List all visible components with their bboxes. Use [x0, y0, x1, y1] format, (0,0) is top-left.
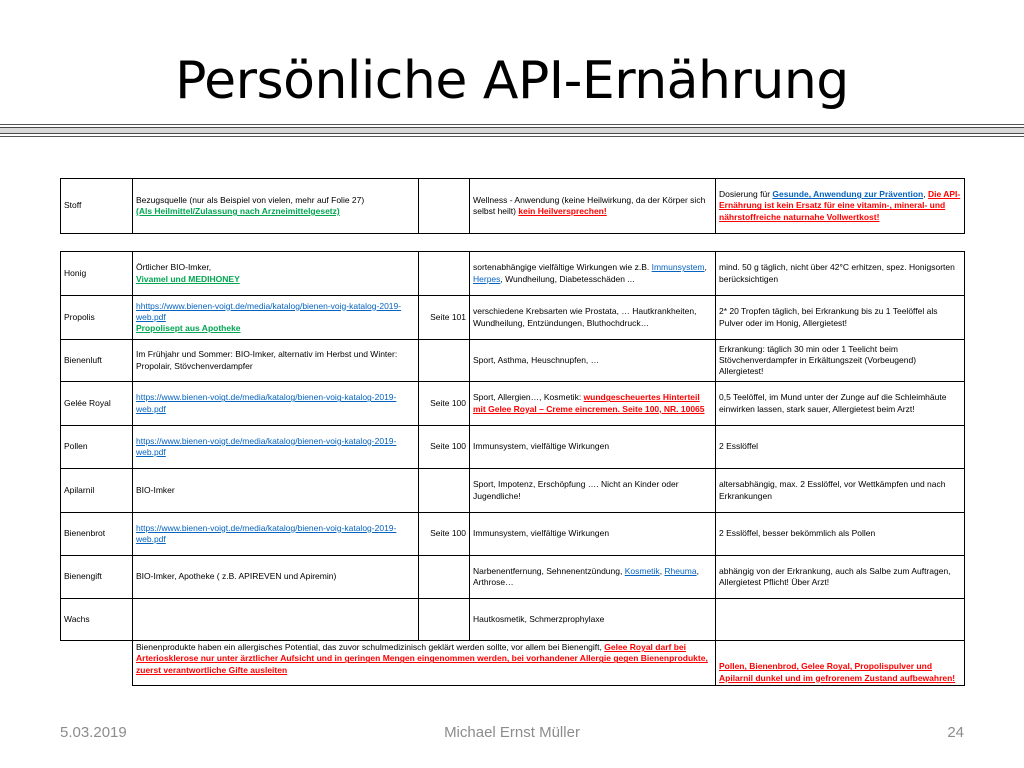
header-dos-text: Dosierung für	[719, 189, 773, 200]
row-bienenluft-dose: Erkrankung: täglich 30 min oder 1 Teelicht beim Stövchenverdampfer in Erkältungszeit (Vorbeugend) Allergietest!	[716, 340, 965, 382]
row-honig-w-sep: ,	[704, 262, 707, 273]
footer-author: Michael Ernst Müller	[444, 724, 580, 741]
row-honig-source-link[interactable]: Vivamel und MEDIHONEY	[136, 273, 240, 284]
table-row	[61, 599, 965, 641]
row-bienengift-w-sep: ,	[659, 565, 665, 576]
row-gelee-wellness	[470, 382, 716, 426]
header-wellness-text: Wellness - Anwendung (keine Heilwirkung, da der Körper sich selbst heilt)	[473, 194, 706, 216]
table-row	[61, 426, 965, 469]
row-gelee-dose: 0,5 Teelöffel, im Mund unter der Zunge auf die Schleimhäute einwirken lassen, stark sauer, Allergietest beim Arzt!	[716, 382, 965, 426]
title-divider-bottom	[0, 136, 1024, 137]
footnote-storage-warning: Pollen, Bienenbrod, Gelee Royal, Propolispulver und Apilarnil dunkel und im gefrorenem Zustand aufbewahren!	[719, 661, 956, 683]
footer-page-number: 24	[947, 724, 964, 741]
footnote-row	[61, 641, 965, 686]
row-gelee-catalog-link[interactable]: https://www.bienen-voigt.de/media/katalog/bienen-voig-katalog-2019-web.pdf	[136, 392, 397, 414]
table-row	[61, 513, 965, 556]
row-honig-ref	[419, 252, 470, 296]
footnote-spacer	[61, 641, 133, 686]
row-bienenluft-stoff: Bienenluft	[61, 340, 133, 382]
row-honig-source	[133, 252, 419, 296]
row-honig-source-text: Örtlicher BIO-Imker,	[136, 262, 212, 273]
row-bienengift-source: BIO-Imker, Apotheke ( z.B. APIREVEN und Apiremin)	[133, 556, 419, 599]
row-bienenbrot-catalog-link[interactable]: https://www.bienen-voigt.de/media/katalog/bienen-voig-katalog-2019-web.pdf	[136, 522, 397, 544]
row-propolis-dose: 2* 20 Tropfen täglich, bei Erkrankung bis zu 1 Teelöffel als Pulver oder im Honig, Allergietest!	[716, 296, 965, 340]
row-bienenbrot-wellness: Immunsystem, vielfältige Wirkungen	[470, 513, 716, 556]
header-bezugsquelle	[133, 179, 419, 234]
row-pollen-source	[133, 426, 419, 469]
row-honig-dose: mind. 50 g täglich, nicht über 42°C erhitzen, spez. Honigsorten berücksichtigen	[716, 252, 965, 296]
row-apilarnil-wellness: Sport, Impotenz, Erschöpfung …. Nicht an Kinder oder Jugendliche!	[470, 469, 716, 513]
row-bienengift-w-rest: , Arthrose…	[473, 565, 699, 587]
row-wachs-dose	[716, 599, 965, 641]
row-wachs-ref	[419, 599, 470, 641]
title-divider-top	[0, 124, 1024, 125]
header-wellness	[470, 179, 716, 234]
footnote-allergy	[133, 641, 716, 686]
table-row	[61, 340, 965, 382]
row-bienenbrot-stoff: Bienenbrot	[61, 513, 133, 556]
footnote-allergy-text: Bienenprodukte haben ein allergisches Potential, das zuvor schulmedizinisch geklärt werden sollte, vor allem bei Bienengift,	[136, 642, 605, 652]
header-dos-link[interactable]: Gesunde, Anwendung zur Prävention	[772, 189, 924, 200]
row-gelee-w-warning: wundgescheuertes Hinterteil mit Gelee Royal – Creme eincremen. Seite 100, NR. 10065	[473, 392, 705, 414]
row-honig-w-rest: , Wundheilung, Diabetesschäden ...	[500, 273, 635, 284]
row-bienengift-dose: abhängig von der Erkrankung, auch als Salbe zum Auftragen, Allergietest Pflicht! Über Arzt!	[716, 556, 965, 599]
row-propolis-catalog-link[interactable]: hhttps://www.bienen-voigt.de/media/katalog/bienen-voig-katalog-2019-web.pdf	[136, 300, 402, 322]
title-divider-band	[0, 127, 1024, 134]
row-honig-wellness	[470, 252, 716, 296]
link-herpes[interactable]: Herpes	[473, 273, 501, 284]
row-bienengift-wellness	[470, 556, 716, 599]
link-immunsystem[interactable]: Immunsystem	[651, 262, 705, 273]
table-row	[61, 469, 965, 513]
row-bienenbrot-source	[133, 513, 419, 556]
table-row	[61, 382, 965, 426]
row-bienenbrot-dose: 2 Esslöffel, besser bekömmlich als Pollen	[716, 513, 965, 556]
row-pollen-ref: Seite 100	[419, 426, 470, 469]
footnote-storage	[716, 641, 965, 686]
row-wachs-stoff: Wachs	[61, 599, 133, 641]
row-honig-stoff: Honig	[61, 252, 133, 296]
header-bezug-text: Bezugsquelle (nur als Beispiel von vielen, mehr auf Folie 27)	[136, 194, 365, 205]
row-propolis-ref: Seite 101	[419, 296, 470, 340]
header-table	[60, 178, 965, 234]
products-table	[60, 251, 965, 686]
table-row	[61, 296, 965, 340]
row-gelee-w-text: Sport, Allergien…, Kosmetik:	[473, 392, 584, 403]
row-bienengift-w-text: Narbenentfernung, Sehnenentzündung,	[473, 565, 625, 576]
row-apilarnil-ref	[419, 469, 470, 513]
header-wellness-warning: kein Heilversprechen!	[518, 206, 607, 216]
row-honig-w-text: sortenabhängige vielfältige Wirkungen wie z.B.	[473, 262, 652, 273]
row-apilarnil-stoff: Apilarnil	[61, 469, 133, 513]
row-bienengift-stoff: Bienengift	[61, 556, 133, 599]
row-wachs-source	[133, 599, 419, 641]
row-pollen-catalog-link[interactable]: https://www.bienen-voigt.de/media/katalog/bienen-voig-katalog-2019-web.pdf	[136, 435, 397, 457]
header-dos-warning: Die API-Ernährung ist kein Ersatz für eine vitamin-, mineral- und nährstoffreiche naturnahe Vollwertkost!	[719, 189, 961, 222]
row-bienengift-ref	[419, 556, 470, 599]
row-propolis-source	[133, 296, 419, 340]
row-apilarnil-dose: altersabhängig, max. 2 Esslöffel, vor Wettkämpfen und nach Erkrankungen	[716, 469, 965, 513]
row-bienenluft-ref	[419, 340, 470, 382]
header-dos-sep: ,	[923, 189, 928, 200]
footnote-allergy-warning: Gelee Royal darf bei Arteriosklerose nur unter ärztlicher Aufsicht und in geringen Mengen eingenommen werden, bei vorhandener Allergie gegen Bienenprodukte, zuerst verantwortliche Gifte ausleiten	[136, 642, 708, 675]
row-gelee-stoff: Gelée Royal	[61, 382, 133, 426]
row-propolis-wellness: verschiedene Krebsarten wie Prostata, … Hautkrankheiten, Wundheilung, Entzündungen, Bluthochdruck…	[470, 296, 716, 340]
row-bienenbrot-ref: Seite 100	[419, 513, 470, 556]
header-dosierung	[716, 179, 965, 234]
row-pollen-stoff: Pollen	[61, 426, 133, 469]
row-propolis-stoff: Propolis	[61, 296, 133, 340]
row-apilarnil-source: BIO-Imker	[133, 469, 419, 513]
footer-date: 5.03.2019	[60, 724, 127, 741]
header-ref	[419, 179, 470, 234]
row-pollen-dose: 2 Esslöffel	[716, 426, 965, 469]
header-stoff: Stoff	[61, 179, 133, 234]
header-bezug-note[interactable]: (Als Heilmittel/Zulassung nach Arzneimittelgesetz)	[136, 206, 340, 216]
link-kosmetik[interactable]: Kosmetik	[624, 565, 660, 576]
header-row	[61, 179, 965, 234]
row-bienenluft-source: Im Frühjahr und Sommer: BIO-Imker, alternativ im Herbst und Winter: Propolair, Stövchenverdampfer	[133, 340, 419, 382]
row-pollen-wellness: Immunsystem, vielfältige Wirkungen	[470, 426, 716, 469]
table-row	[61, 556, 965, 599]
row-wachs-wellness: Hautkosmetik, Schmerzprophylaxe	[470, 599, 716, 641]
row-bienenluft-wellness: Sport, Asthma, Heuschnupfen, …	[470, 340, 716, 382]
link-rheuma[interactable]: Rheuma	[664, 565, 697, 576]
row-propolis-source-link[interactable]: Propolisept aus Apotheke	[136, 323, 241, 334]
table-row	[61, 252, 965, 296]
row-gelee-source	[133, 382, 419, 426]
row-gelee-ref: Seite 100	[419, 382, 470, 426]
slide-title: Persönliche API-Ernährung	[175, 51, 849, 111]
